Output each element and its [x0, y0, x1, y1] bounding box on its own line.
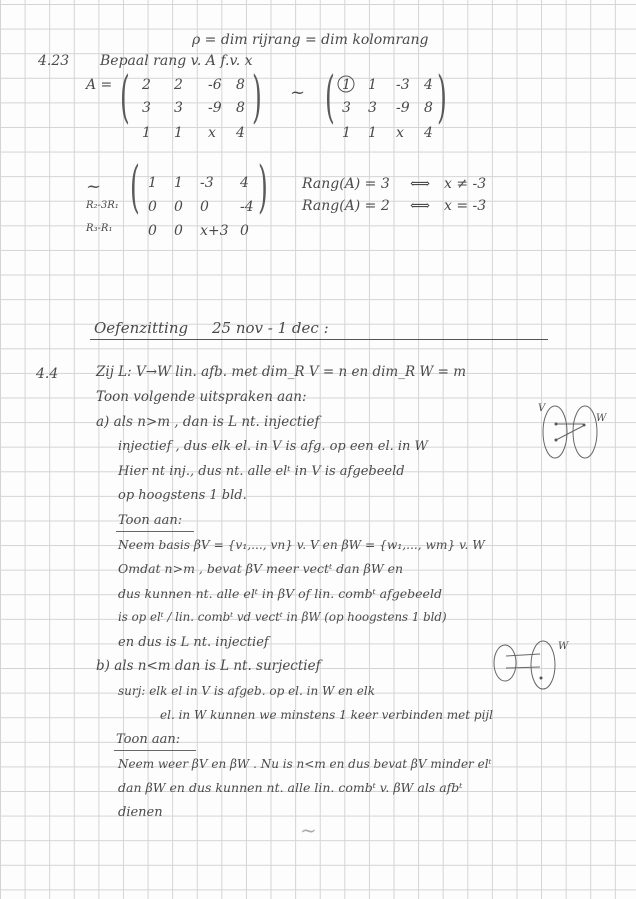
text-line: en dus is L nt. injectief	[118, 635, 269, 650]
set-w-ellipse	[573, 406, 597, 458]
exercise-number: 4.23	[38, 53, 70, 69]
circled-pivot	[338, 76, 354, 92]
rank-result: Rang(A) = 3	[302, 176, 390, 192]
matrix-cell: 2	[142, 77, 151, 93]
matrix-cell: 0	[174, 223, 183, 239]
set-v-ellipse	[494, 645, 516, 681]
text-line: Neem weer βV en βW . Nu is n<m en dus bevat βV minder elᵗ	[118, 757, 492, 771]
matrix-cell: -4	[240, 199, 254, 215]
set-v-ellipse	[543, 406, 567, 458]
matrix-cell: 1	[142, 125, 151, 141]
text-line: dienen	[118, 805, 163, 820]
equivalence-arrow: ⟺	[410, 198, 431, 214]
matrix-bracket-left: (	[120, 65, 130, 130]
set-w-ellipse	[531, 641, 555, 689]
matrix-cell: 3	[142, 100, 151, 116]
matrix-cell: 4	[240, 175, 249, 191]
matrix-cell: 2	[174, 77, 183, 93]
diagram-label-v: V	[538, 403, 546, 414]
matrix-cell: 4	[424, 125, 433, 141]
footer-squiggle: ~	[300, 818, 317, 842]
matrix-cell: -3	[200, 175, 214, 191]
diagram-label-w: W	[596, 413, 607, 424]
exercise-task: Bepaal rang v. A f.v. x	[100, 53, 253, 69]
session-title: Oefenzitting	[94, 319, 189, 337]
matrix-cell: 0	[148, 223, 157, 239]
rank-condition: x = -3	[444, 198, 487, 214]
subheading: Toon aan:	[118, 513, 183, 528]
matrix-cell: 4	[424, 77, 433, 93]
session-dates: 25 nov - 1 dec :	[212, 319, 329, 337]
matrix-cell: 3	[342, 100, 351, 116]
matrix-bracket-right: )	[437, 65, 447, 130]
matrix-cell: 1	[174, 125, 183, 141]
matrix-cell: 3	[174, 100, 183, 116]
text-line: a) als n>m , dan is L nt. injectief	[96, 414, 320, 430]
text-line: Toon volgende uitspraken aan:	[96, 389, 307, 405]
matrix-cell: -9	[208, 100, 222, 116]
matrix-bracket-left: (	[325, 65, 335, 130]
mapping-arrow	[556, 426, 583, 440]
matrix-bracket-right: )	[252, 65, 262, 130]
row-operation: R₃-R₁	[86, 223, 113, 234]
rank-condition: x ≠ -3	[444, 176, 487, 192]
matrix-cell: 3	[368, 100, 377, 116]
text-line: injectief , dus elk el. in V is afg. op een el. in W	[118, 439, 428, 454]
matrix-cell: -9	[396, 100, 410, 116]
subheading: Toon aan:	[116, 732, 181, 747]
text-line: is op elᵗ / lin. combᵗ vd vectᵗ in βW (op hoogstens 1 bld)	[118, 610, 447, 624]
header-note: ρ = dim rijrang = dim kolomrang	[192, 32, 429, 48]
exercise-number: 4.4	[36, 366, 59, 382]
text-line: Neem basis βV = {v₁,..., vn} v. V en βW = {w₁,..., wm} v. W	[118, 538, 485, 552]
matrix-cell: 1	[148, 175, 157, 191]
matrix-cell: -3	[396, 77, 410, 93]
matrix-cell: x+3	[200, 223, 229, 239]
matrix-cell: 8	[236, 77, 245, 93]
matrix-cell: x	[396, 125, 404, 141]
matrix-bracket-left: (	[130, 155, 140, 220]
matrix-cell: x	[208, 125, 216, 141]
matrix-cell: 8	[236, 100, 245, 116]
matrix-cell: 1	[368, 77, 377, 93]
text-line: Omdat n>m , bevat βV meer vectᵗ dan βW en	[118, 561, 404, 576]
text-line: Hier nt inj., dus nt. alle elᵗ in V is afgebeeld	[118, 464, 405, 479]
matrix-cell: 1	[174, 175, 183, 191]
text-line: b) als n<m dan is L nt. surjectief	[96, 658, 321, 674]
text-line: dus kunnen nt. alle elᵗ in βV of lin. combᵗ afgebeeld	[118, 586, 442, 601]
text-line: op hoogstens 1 bld.	[118, 488, 247, 503]
matrix-cell: 0	[240, 223, 249, 239]
matrix-cell: 0	[148, 199, 157, 215]
mapping-arrow	[506, 667, 540, 668]
equivalence-arrow: ⟺	[410, 176, 431, 192]
matrix-cell: 1	[342, 77, 351, 93]
text-line: dan βW en dus kunnen nt. alle lin. combᵗ v. βW als afbᵗ	[118, 780, 463, 795]
matrix-cell: 0	[174, 199, 183, 215]
surjective-diagram	[494, 641, 555, 689]
rank-result: Rang(A) = 2	[302, 198, 390, 214]
matrix-a-label: A =	[86, 77, 113, 93]
equivalence-sign: ~	[86, 176, 102, 197]
matrix-cell: 1	[368, 125, 377, 141]
matrix-cell: -6	[208, 77, 222, 93]
matrix-cell: 0	[200, 199, 209, 215]
matrix-cell: 8	[424, 100, 433, 116]
matrix-cell: 1	[342, 125, 351, 141]
text-line: surj: elk el in V is afgeb. op el. in W en elk	[118, 684, 376, 698]
matrix-cell: 4	[236, 125, 245, 141]
diagram-label-w: W	[558, 641, 569, 652]
mapping-arrow	[506, 654, 540, 656]
injective-diagram	[543, 406, 597, 458]
text-line: Zij L: V→W lin. afb. met dim_R V = n en dim_R W = m	[96, 364, 467, 380]
text-line: el. in W kunnen we minstens 1 keer verbinden met pijl	[160, 708, 493, 722]
matrix-bracket-right: )	[258, 155, 268, 220]
row-operation: R₂-3R₁	[86, 200, 119, 211]
equivalence-sign: ~	[290, 82, 306, 103]
